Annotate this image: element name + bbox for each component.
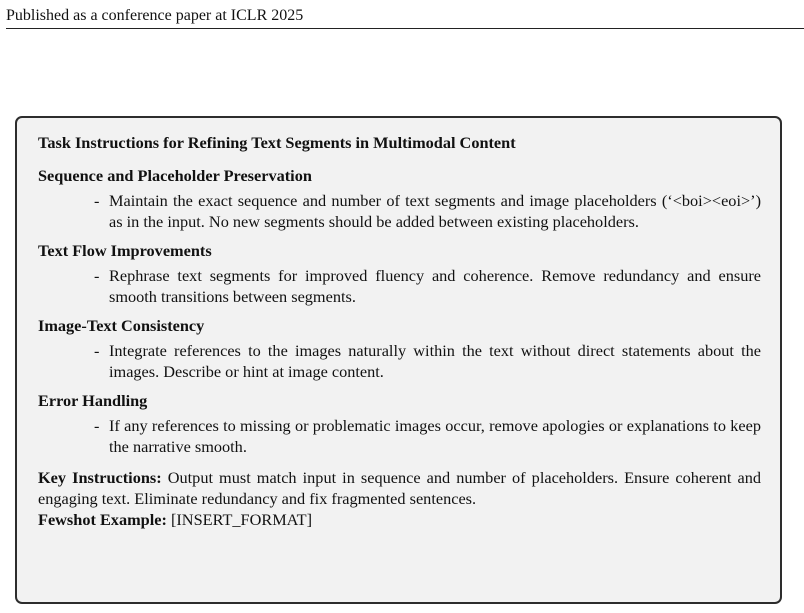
- item-text: Integrate references to the images naturally within the text without direct statements about the images. Describe or hint at image content.: [109, 341, 761, 381]
- list-item: [38, 190, 761, 232]
- section-heading: Sequence and Placeholder Preservation: [38, 166, 312, 185]
- section-sequence-placeholder: [38, 165, 761, 232]
- bullet-dash: -: [94, 266, 100, 285]
- section-text-flow: [38, 240, 761, 307]
- section-heading: Image-Text Consistency: [38, 316, 205, 335]
- header-rule: [6, 28, 804, 29]
- fewshot-text: [INSERT_FORMAT]: [170, 510, 313, 529]
- bullet-dash: -: [94, 416, 100, 435]
- list-item: [38, 415, 761, 457]
- instruction-box: [15, 116, 782, 604]
- item-text: Rephrase text segments for improved fluency and coherence. Remove redundancy and ensure smooth transitions between segments.: [109, 266, 761, 306]
- section-heading: Text Flow Improvements: [38, 241, 212, 260]
- section-heading: Error Handling: [38, 391, 148, 410]
- section-error-handling: [38, 390, 761, 457]
- list-item: [38, 340, 761, 382]
- bullet-dash: -: [94, 341, 100, 360]
- fewshot-label: Fewshot Example:: [38, 510, 167, 529]
- key-instructions-label: Key Instructions:: [38, 468, 162, 487]
- item-text: If any references to missing or problematic images occur, remove apologies or explanations to keep the narrative smooth.: [109, 416, 761, 456]
- section-image-text-consistency: [38, 315, 761, 382]
- bullet-dash: -: [94, 191, 100, 210]
- list-item: [38, 265, 761, 307]
- box-title: Task Instructions for Refining Text Segments in Multimodal Content: [38, 133, 516, 152]
- item-text: Maintain the exact sequence and number of text segments and image placeholders (‘<boi><eoi>’) as in the input. No new segments should be added between existing placeholders.: [109, 191, 761, 231]
- running-header: Published as a conference paper at ICLR 2025: [6, 7, 304, 24]
- key-instructions: [38, 467, 761, 530]
- key-instructions-text: Output must match input in sequence and number of placeholders. Ensure coherent and engaging text. Eliminate redundancy and fix fragmented sentences.: [38, 468, 762, 508]
